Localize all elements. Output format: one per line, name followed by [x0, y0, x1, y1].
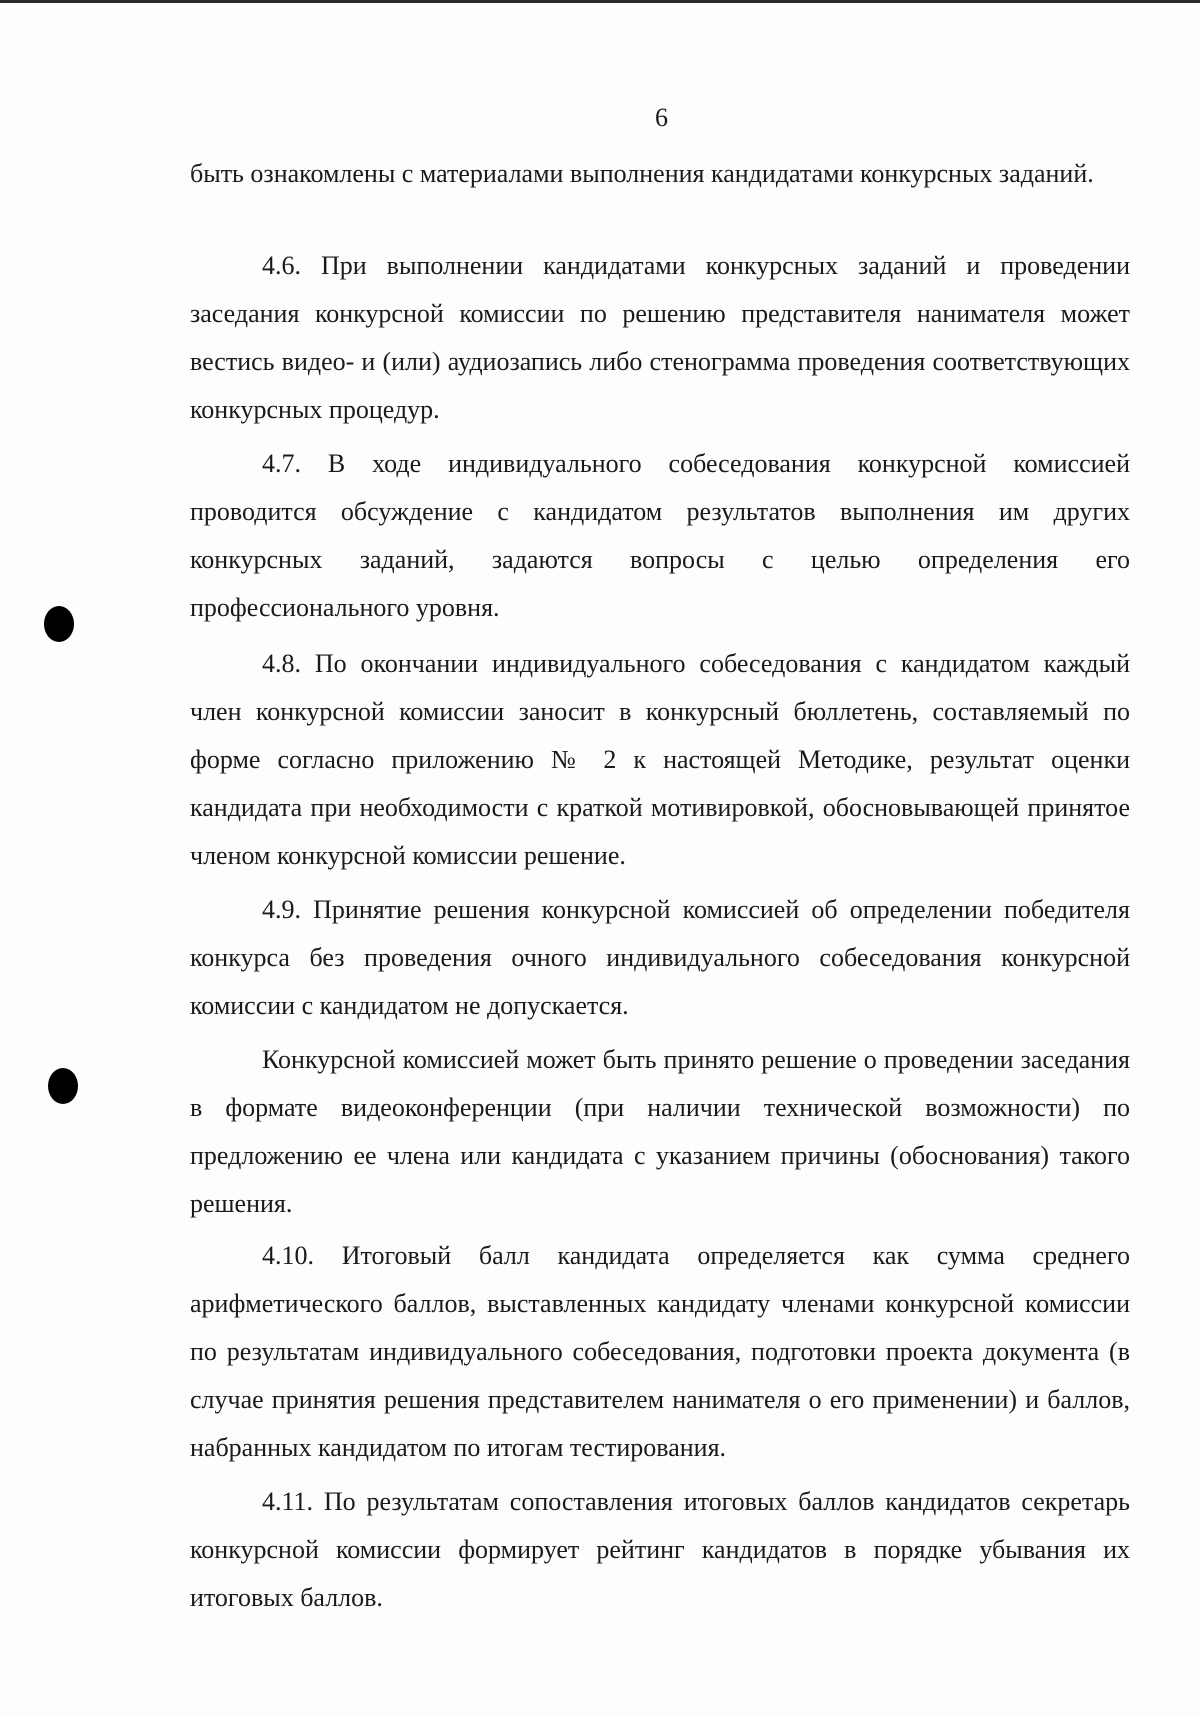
paragraph-4-9: 4.9. Принятие решения конкурсной комиссией об определении победителя конкурса без проведения очного индивидуального собеседования конкурсной комиссии с кандидатом не допускается.	[190, 895, 1130, 1020]
paragraph-4-10: 4.10. Итоговый балл кандидата определяется как сумма среднего арифметического баллов, выставленных кандидату членами конкурсной комиссии по результатам индивидуального собеседования, подготовки проекта документа (в случае принятия решения представителем нанимателя о его применении) и баллов, набранных кандидатом по итогам тестирования.	[190, 1241, 1130, 1462]
punch-hole-mark	[44, 606, 74, 642]
paragraph-4-7: 4.7. В ходе индивидуального собеседования конкурсной комиссией проводится обсуждение с кандидатом результатов выполнения им других конкурсных заданий, задаются вопросы с целью определения его профессионального уровня.	[190, 449, 1130, 622]
punch-hole-mark	[48, 1068, 78, 1104]
paragraph-4-11: 4.11. По результатам сопоставления итоговых баллов кандидатов секретарь конкурсной комиссии формирует рейтинг кандидатов в порядке убывания их итоговых баллов.	[190, 1487, 1130, 1612]
paragraph-4-8: 4.8. По окончании индивидуального собеседования с кандидатом каждый член конкурсной комиссии заносит в конкурсный бюллетень, составляемый по форме согласно приложению № 2 к настоящей Методике, результат оценки кандидата при необходимости с краткой мотивировкой, обосновывающей принятое членом конкурсной комиссии решение.	[190, 649, 1130, 870]
page-number: 6	[655, 103, 668, 132]
paragraph-continuation: быть ознакомлены с материалами выполнения кандидатами конкурсных заданий.	[190, 159, 1094, 188]
paragraph-4-6: 4.6. При выполнении кандидатами конкурсных заданий и проведении заседания конкурсной комиссии по решению представителя нанимателя может вестись видео- и (или) аудиозапись либо стенограмма проведения соответствующих конкурсных процедур.	[190, 251, 1130, 424]
paragraph-videoconference: Конкурсной комиссией может быть принято решение о проведении заседания в формате видеоконференции (при наличии технической возможности) по предложению ее члена или кандидата с указанием причины (обоснования) такого решения.	[190, 1045, 1130, 1218]
page-top-edge	[0, 0, 1200, 3]
